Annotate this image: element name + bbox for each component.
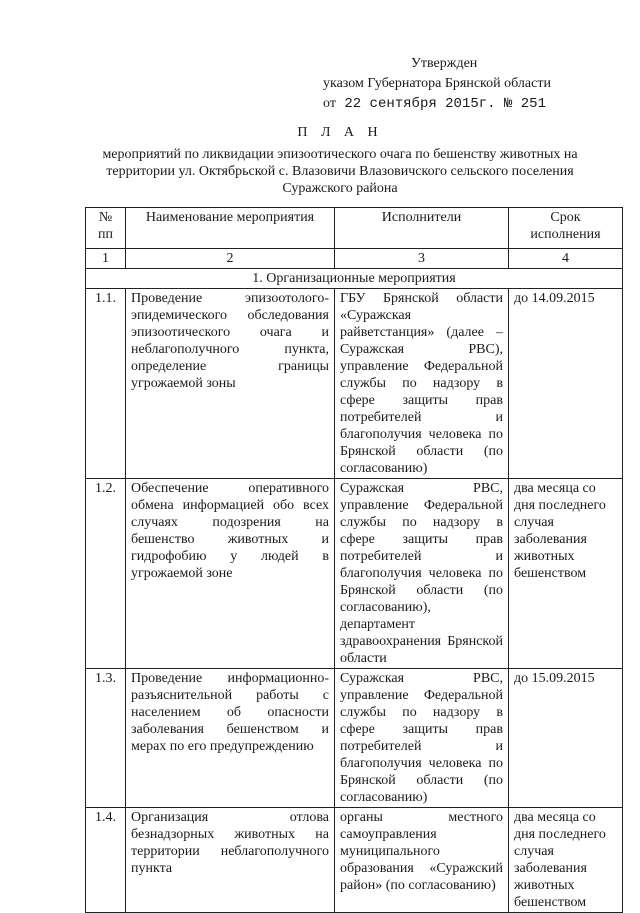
column-number: 1 — [86, 249, 126, 269]
row-executors: ГБУ Брянской области «Суражская райветстанция» (далее – Суражская РВС), управление Федеральной службы по надзору в сфере защиты прав потребителей и благополучия человека по Брянской области (по согласованию) — [335, 289, 509, 479]
column-number-row — [86, 249, 623, 269]
page-subtitle: мероприятий по ликвидации эпизоотического очага по бешенству животных на территории ул. Октябрьской с. Влазовичи Влазовичского сельского поселения Суражского района — [102, 147, 578, 196]
row-deadline: два месяца со дня последнего случая заболевания животных бешенством — [509, 808, 623, 913]
approval-date: 22 сентября 2015г. № 251 — [344, 96, 546, 112]
row-number: 1.3. — [86, 669, 126, 808]
row-deadline: до 15.09.2015 — [509, 669, 623, 808]
title-block — [90, 124, 590, 197]
approval-block — [323, 54, 551, 114]
row-executors: Суражская РВС, управление Федеральной службы по надзору в сфере защиты прав потребителей и благополучия человека по Брянской области (по согласованию) — [335, 669, 509, 808]
approval-line-1: Утвержден — [411, 56, 478, 71]
table-row — [86, 669, 623, 808]
header-name: Наименование мероприятия — [126, 208, 335, 249]
row-number: 1.2. — [86, 479, 126, 669]
header-deadline: Срок исполнения — [509, 208, 623, 249]
header-executors: Исполнители — [335, 208, 509, 249]
row-executors: органы местного самоуправления муниципального образования «Суражский район» (по согласованию) — [335, 808, 509, 913]
approval-line-3 — [323, 94, 551, 114]
approval-date-prefix: от — [323, 96, 336, 111]
section-row — [86, 269, 623, 289]
column-number: 2 — [126, 249, 335, 269]
row-name: Проведение информационно-разъяснительной работы с населением об опасности заболевания бешенством и мерах по его предупреждению — [126, 669, 335, 808]
plan-table — [85, 207, 623, 913]
row-deadline: до 14.09.2015 — [509, 289, 623, 479]
section-title: 1. Организационные мероприятия — [86, 269, 623, 289]
table-row — [86, 289, 623, 479]
row-name: Организация отлова безнадзорных животных на территории неблагополучного пункта — [126, 808, 335, 913]
row-deadline: два месяца со дня последнего случая заболевания животных бешенством — [509, 479, 623, 669]
page-title: П Л А Н — [297, 125, 383, 140]
column-number: 3 — [335, 249, 509, 269]
column-number: 4 — [509, 249, 623, 269]
header-num: № пп — [86, 208, 126, 249]
table-header-row — [86, 208, 623, 249]
approval-line-2: указом Губернатора Брянской области — [323, 76, 551, 91]
row-number: 1.4. — [86, 808, 126, 913]
table-row — [86, 808, 623, 913]
row-name: Обеспечение оперативного обмена информацией обо всех случаях подозрения на бешенство животных и гидрофобию у людей в угрожаемой зоне — [126, 479, 335, 669]
table-row — [86, 479, 623, 669]
row-number: 1.1. — [86, 289, 126, 479]
row-name: Проведение эпизоотолого-эпидемического обследования эпизоотического очага и неблагополучного пункта, определение границы угрожаемой зоны — [126, 289, 335, 479]
row-executors: Суражская РВС, управление Федеральной службы по надзору в сфере защиты прав потребителей и благополучия человека по Брянской области (по согласованию), департамент здравоохранения Брянской области — [335, 479, 509, 669]
